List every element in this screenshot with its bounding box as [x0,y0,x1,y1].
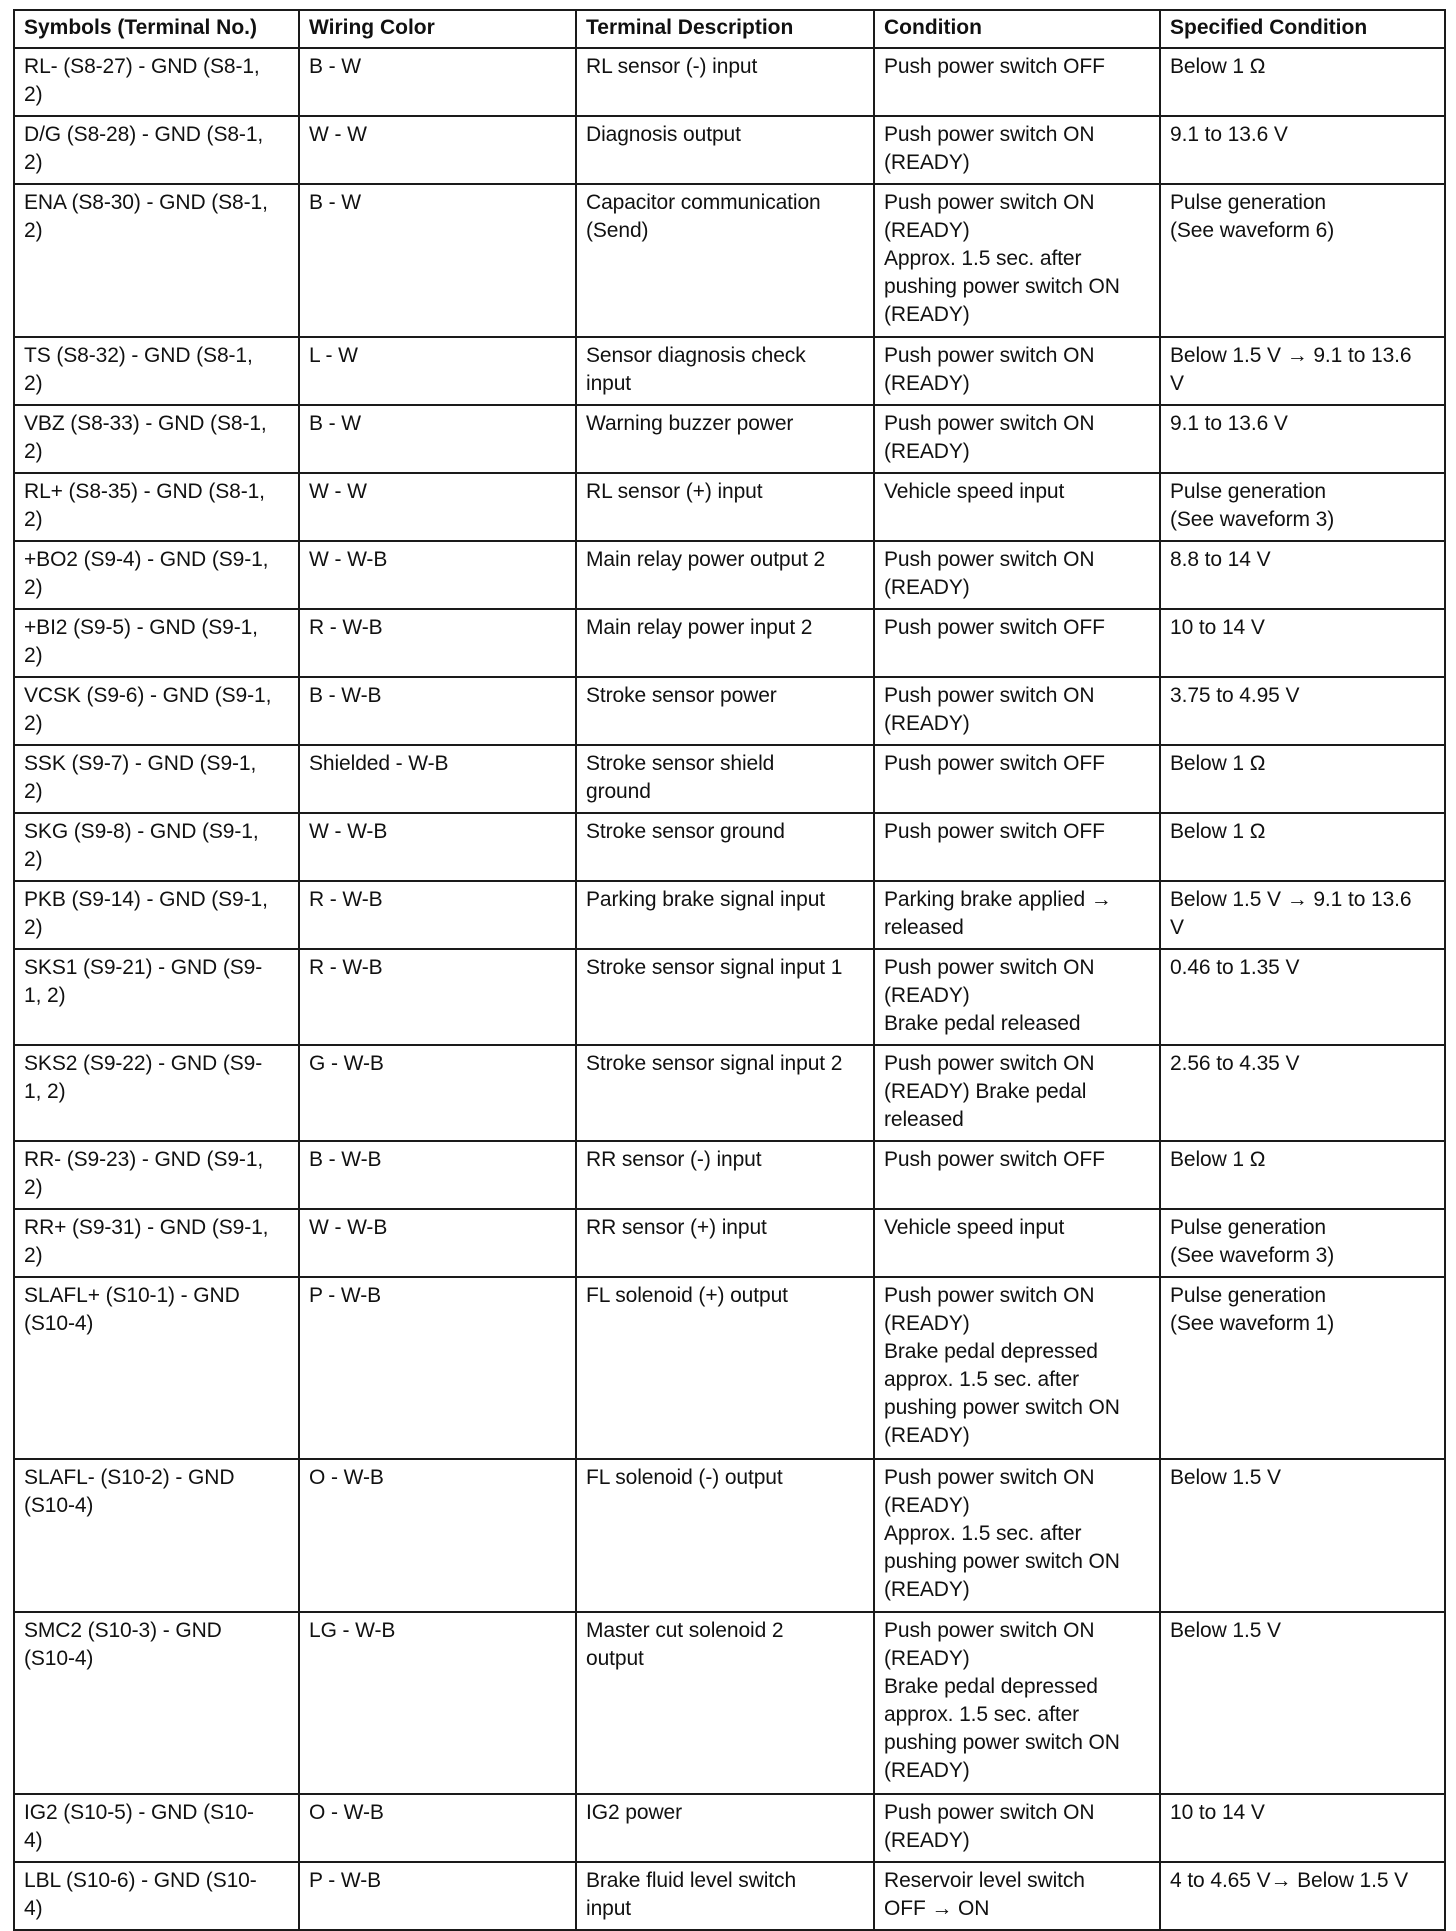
cell-wiring-color: B - W [299,405,576,473]
cell-description: Stroke sensor signal input 1 [576,949,874,1045]
cell-description: Stroke sensor power [576,677,874,745]
cell-description: RR sensor (+) input [576,1209,874,1277]
cell-condition: Push power switch OFF [874,1141,1160,1209]
cell-description: Stroke sensor shield ground [576,745,874,813]
cell-wiring-color: B - W [299,184,576,337]
cell-specified: Below 1 Ω [1160,1141,1445,1209]
cell-symbol: SKG (S9-8) - GND (S9-1, 2) [14,813,299,881]
cell-wiring-color: W - W [299,116,576,184]
cell-specified: Pulse generation (See waveform 6) [1160,184,1445,337]
cell-wiring-color: W - W-B [299,541,576,609]
cell-wiring-color: R - W-B [299,881,576,949]
cell-symbol: ENA (S8-30) - GND (S8-1, 2) [14,184,299,337]
cell-specified: Below 1.5 V → 9.1 to 13.6 V [1160,337,1445,405]
cell-description: RR sensor (-) input [576,1141,874,1209]
cell-wiring-color: B - W-B [299,677,576,745]
cell-symbol: +BO2 (S9-4) - GND (S9-1, 2) [14,541,299,609]
cell-description: RL sensor (-) input [576,48,874,116]
cell-wiring-color: B - W-B [299,1141,576,1209]
cell-condition: Parking brake applied → released [874,881,1160,949]
cell-description: Diagnosis output [576,116,874,184]
cell-description: Warning buzzer power [576,405,874,473]
cell-symbol: SKS1 (S9-21) - GND (S9- 1, 2) [14,949,299,1045]
cell-description: FL solenoid (+) output [576,1277,874,1459]
cell-wiring-color: R - W-B [299,609,576,677]
header-wiring-color: Wiring Color [299,10,576,48]
table-row [14,1459,1445,1612]
cell-symbol: VBZ (S8-33) - GND (S8-1, 2) [14,405,299,473]
cell-condition: Push power switch ON (READY) [874,116,1160,184]
document-page [13,9,1444,1931]
header-specified-condition: Specified Condition [1160,10,1445,48]
cell-wiring-color: L - W [299,337,576,405]
cell-condition: Push power switch OFF [874,48,1160,116]
cell-specified: 3.75 to 4.95 V [1160,677,1445,745]
cell-condition: Push power switch ON (READY) Brake pedal depressed approx. 1.5 sec. after pushing power switch ON (READY) [874,1277,1160,1459]
cell-condition: Push power switch OFF [874,813,1160,881]
table-row [14,1862,1445,1930]
table-row [14,609,1445,677]
cell-wiring-color: W - W-B [299,813,576,881]
cell-specified: 9.1 to 13.6 V [1160,116,1445,184]
cell-specified: Below 1 Ω [1160,813,1445,881]
cell-symbol: RL- (S8-27) - GND (S8-1, 2) [14,48,299,116]
cell-specified: 8.8 to 14 V [1160,541,1445,609]
cell-description: IG2 power [576,1794,874,1862]
cell-description: Main relay power output 2 [576,541,874,609]
cell-wiring-color: W - W [299,473,576,541]
cell-description: Brake fluid level switch input [576,1862,874,1930]
cell-wiring-color: P - W-B [299,1862,576,1930]
terminal-spec-table [13,9,1446,1931]
table-row [14,1794,1445,1862]
cell-specified: 2.56 to 4.35 V [1160,1045,1445,1141]
cell-symbol: TS (S8-32) - GND (S8-1, 2) [14,337,299,405]
cell-specified: Below 1.5 V [1160,1612,1445,1794]
table-row [14,473,1445,541]
cell-condition: Push power switch OFF [874,745,1160,813]
cell-description: Stroke sensor signal input 2 [576,1045,874,1141]
table-row [14,48,1445,116]
cell-condition: Push power switch ON (READY) [874,337,1160,405]
table-row [14,337,1445,405]
cell-description: Main relay power input 2 [576,609,874,677]
cell-condition: Vehicle speed input [874,1209,1160,1277]
cell-condition: Push power switch OFF [874,609,1160,677]
cell-symbol: SSK (S9-7) - GND (S9-1, 2) [14,745,299,813]
table-row [14,405,1445,473]
cell-condition: Vehicle speed input [874,473,1160,541]
cell-symbol: SKS2 (S9-22) - GND (S9- 1, 2) [14,1045,299,1141]
table-row [14,1045,1445,1141]
cell-condition: Reservoir level switch OFF → ON [874,1862,1160,1930]
cell-description: Capacitor communication (Send) [576,184,874,337]
cell-specified: 0.46 to 1.35 V [1160,949,1445,1045]
table-row [14,949,1445,1045]
cell-symbol: SLAFL+ (S10-1) - GND (S10-4) [14,1277,299,1459]
cell-wiring-color: P - W-B [299,1277,576,1459]
cell-condition: Push power switch ON (READY) Brake pedal released [874,1045,1160,1141]
cell-specified: Pulse generation (See waveform 3) [1160,473,1445,541]
table-row [14,116,1445,184]
table-row [14,745,1445,813]
cell-symbol: RR- (S9-23) - GND (S9-1, 2) [14,1141,299,1209]
cell-condition: Push power switch ON (READY) Brake pedal depressed approx. 1.5 sec. after pushing power switch ON (READY) [874,1612,1160,1794]
cell-wiring-color: O - W-B [299,1459,576,1612]
table-row [14,1277,1445,1459]
cell-specified: 10 to 14 V [1160,1794,1445,1862]
cell-wiring-color: W - W-B [299,1209,576,1277]
header-symbols: Symbols (Terminal No.) [14,10,299,48]
table-row [14,541,1445,609]
cell-description: Parking brake signal input [576,881,874,949]
table-header-row [14,10,1445,48]
cell-symbol: PKB (S9-14) - GND (S9-1, 2) [14,881,299,949]
table-row [14,1141,1445,1209]
cell-specified: Pulse generation (See waveform 3) [1160,1209,1445,1277]
cell-symbol: VCSK (S9-6) - GND (S9-1, 2) [14,677,299,745]
cell-specified: Below 1.5 V → 9.1 to 13.6 V [1160,881,1445,949]
cell-wiring-color: O - W-B [299,1794,576,1862]
table-row [14,677,1445,745]
table-row [14,1612,1445,1794]
cell-specified: Below 1 Ω [1160,48,1445,116]
cell-wiring-color: LG - W-B [299,1612,576,1794]
cell-description: Master cut solenoid 2 output [576,1612,874,1794]
cell-condition: Push power switch ON (READY) [874,541,1160,609]
cell-symbol: D/G (S8-28) - GND (S8-1, 2) [14,116,299,184]
cell-condition: Push power switch ON (READY) [874,1794,1160,1862]
cell-specified: 4 to 4.65 V→ Below 1.5 V [1160,1862,1445,1930]
header-condition: Condition [874,10,1160,48]
cell-specified: Pulse generation (See waveform 1) [1160,1277,1445,1459]
table-row [14,1209,1445,1277]
cell-wiring-color: B - W [299,48,576,116]
cell-condition: Push power switch ON (READY) [874,677,1160,745]
cell-specified: 9.1 to 13.6 V [1160,405,1445,473]
cell-description: Stroke sensor ground [576,813,874,881]
cell-description: Sensor diagnosis check input [576,337,874,405]
cell-specified: Below 1.5 V [1160,1459,1445,1612]
cell-specified: Below 1 Ω [1160,745,1445,813]
cell-description: FL solenoid (-) output [576,1459,874,1612]
cell-condition: Push power switch ON (READY) Approx. 1.5 sec. after pushing power switch ON (READY) [874,1459,1160,1612]
table-row [14,184,1445,337]
cell-condition: Push power switch ON (READY) Approx. 1.5 sec. after pushing power switch ON (READY) [874,184,1160,337]
cell-symbol: LBL (S10-6) - GND (S10- 4) [14,1862,299,1930]
cell-wiring-color: G - W-B [299,1045,576,1141]
header-terminal-description: Terminal Description [576,10,874,48]
cell-symbol: RL+ (S8-35) - GND (S8-1, 2) [14,473,299,541]
cell-condition: Push power switch ON (READY) Brake pedal released [874,949,1160,1045]
cell-symbol: SMC2 (S10-3) - GND (S10-4) [14,1612,299,1794]
cell-symbol: IG2 (S10-5) - GND (S10- 4) [14,1794,299,1862]
cell-condition: Push power switch ON (READY) [874,405,1160,473]
cell-symbol: SLAFL- (S10-2) - GND (S10-4) [14,1459,299,1612]
cell-description: RL sensor (+) input [576,473,874,541]
table-row [14,813,1445,881]
cell-symbol: RR+ (S9-31) - GND (S9-1, 2) [14,1209,299,1277]
table-row [14,881,1445,949]
cell-specified: 10 to 14 V [1160,609,1445,677]
cell-symbol: +BI2 (S9-5) - GND (S9-1, 2) [14,609,299,677]
cell-wiring-color: Shielded - W-B [299,745,576,813]
cell-wiring-color: R - W-B [299,949,576,1045]
